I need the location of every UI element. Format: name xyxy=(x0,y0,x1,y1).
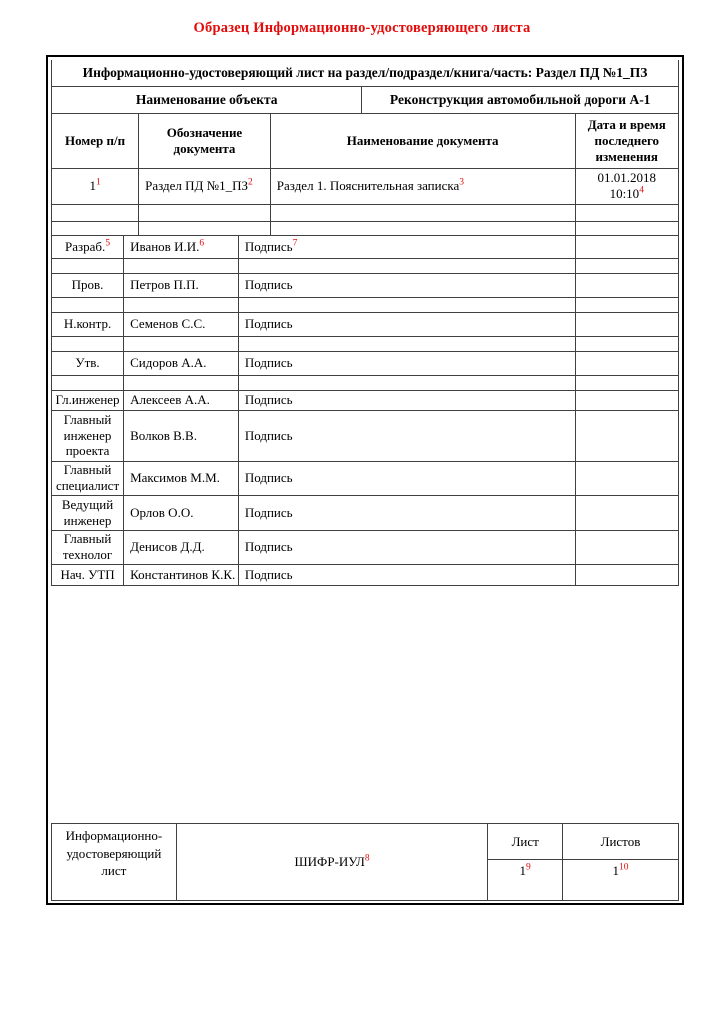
doc-name-cell xyxy=(270,169,575,205)
signature-placeholder: Подпись xyxy=(244,355,293,371)
empty-row xyxy=(52,297,679,312)
role: Главный инженер проекта xyxy=(63,412,112,459)
footnote-marker: 1 xyxy=(95,177,101,188)
person-cell xyxy=(124,236,239,259)
role: Нач. УТП xyxy=(60,566,115,582)
signature-cell xyxy=(238,236,575,259)
role: Н.контр. xyxy=(63,316,112,332)
object-table xyxy=(51,87,679,114)
signature-cell xyxy=(238,312,575,336)
signature-row xyxy=(52,236,679,259)
person-name: Петров П.П. xyxy=(130,277,199,293)
signature-row xyxy=(52,530,679,564)
empty-row xyxy=(52,258,679,273)
role-cell xyxy=(52,564,124,585)
role: Пров. xyxy=(71,277,104,293)
signature-cell xyxy=(238,495,575,530)
doc-num-cell xyxy=(52,169,139,205)
signature-placeholder: Подпись xyxy=(244,238,293,254)
col-header-date: Дата и время последнего изменения xyxy=(575,114,678,169)
section-caption: Информационно-удостоверяющий лист на раздел/подраздел/книга/часть: Раздел ПД №1_ПЗ xyxy=(52,60,679,87)
cipher: ШИФР-ИУЛ xyxy=(294,854,365,869)
role: Ведущий инженер xyxy=(61,496,114,528)
col-header-num: Номер п/п xyxy=(52,114,139,169)
footnote-marker: 8 xyxy=(364,853,370,864)
empty-row xyxy=(52,204,679,221)
column-header-row xyxy=(52,114,679,169)
person-name: Константинов К.К. xyxy=(130,566,236,582)
doc-date-cell xyxy=(575,169,678,205)
person-name: Орлов О.О. xyxy=(130,504,194,520)
role-cell xyxy=(52,312,124,336)
role: Утв. xyxy=(75,355,100,371)
date-empty-cell xyxy=(576,312,679,336)
footnote-marker: 7 xyxy=(292,238,298,249)
person-cell xyxy=(124,530,239,564)
role: Разраб. xyxy=(65,238,106,254)
signature-placeholder: Подпись xyxy=(244,504,293,520)
doc-date: 01.01.2018 xyxy=(597,170,656,185)
role-cell xyxy=(52,273,124,297)
signature-placeholder: Подпись xyxy=(244,566,293,582)
signature-placeholder: Подпись xyxy=(244,427,293,443)
signature-row xyxy=(52,410,679,461)
person-cell xyxy=(124,273,239,297)
person-cell xyxy=(124,564,239,585)
signature-placeholder: Подпись xyxy=(244,316,293,332)
person-name: Максимов М.М. xyxy=(130,470,220,486)
sheet-number-cell xyxy=(488,860,563,901)
footnote-marker: 10 xyxy=(618,862,629,873)
empty-row xyxy=(52,221,679,235)
signature-cell xyxy=(238,564,575,585)
footnote-marker: 9 xyxy=(526,862,531,873)
person-name: Волков В.В. xyxy=(130,427,197,443)
signature-placeholder: Подпись xyxy=(244,392,293,408)
doc-name: Раздел 1. Пояснительная записка xyxy=(276,178,460,194)
doc-designation-cell xyxy=(139,169,271,205)
signature-placeholder: Подпись xyxy=(244,539,293,555)
person-cell xyxy=(124,351,239,375)
signature-placeholder: Подпись xyxy=(244,277,293,293)
sheet-label: Лист xyxy=(488,824,563,860)
doc-designation: Раздел ПД №1_ПЗ xyxy=(145,178,248,194)
document-row xyxy=(52,169,679,205)
signature-cell xyxy=(238,461,575,495)
date-empty-cell xyxy=(576,564,679,585)
signature-cell xyxy=(238,530,575,564)
date-empty-cell xyxy=(576,495,679,530)
footnote-marker: 6 xyxy=(199,238,205,249)
empty-area xyxy=(51,586,679,824)
object-row xyxy=(52,87,679,114)
date-empty-cell xyxy=(576,390,679,410)
sheets-total-cell xyxy=(562,860,678,901)
footer-cipher-cell xyxy=(176,824,488,901)
person-cell xyxy=(124,312,239,336)
date-empty-cell xyxy=(576,530,679,564)
section-caption-table xyxy=(51,60,679,87)
person-cell xyxy=(124,461,239,495)
caption-row xyxy=(52,60,679,87)
role: Главный технолог xyxy=(62,531,113,562)
role-cell xyxy=(52,530,124,564)
empty-row xyxy=(52,375,679,390)
person-name: Алексеев А.А. xyxy=(130,392,210,408)
footnote-marker: 2 xyxy=(247,177,253,188)
signature-row xyxy=(52,390,679,410)
role-cell xyxy=(52,236,124,259)
person-name: Семенов С.С. xyxy=(130,316,206,332)
footnote-marker: 5 xyxy=(105,238,111,249)
signatures-table xyxy=(51,236,679,586)
footnote-marker: 3 xyxy=(459,177,465,188)
signature-row xyxy=(52,461,679,495)
signature-cell xyxy=(238,351,575,375)
page-title: Образец Информационно-удостоверяющего листа xyxy=(193,20,531,36)
signature-row xyxy=(52,273,679,297)
footnote-marker: 4 xyxy=(639,185,644,196)
role-cell xyxy=(52,351,124,375)
footer-stamp-table xyxy=(51,823,679,901)
person-cell xyxy=(124,495,239,530)
footer-header-row xyxy=(52,824,679,860)
role: Главный специалист xyxy=(55,462,120,493)
date-empty-cell xyxy=(576,410,679,461)
doc-time: 10:10 xyxy=(609,186,640,202)
signature-cell xyxy=(238,273,575,297)
role-cell xyxy=(52,461,124,495)
footer-doc-type: Информационно-удостоверяющий лист xyxy=(52,824,177,901)
signature-cell xyxy=(238,390,575,410)
date-empty-cell xyxy=(576,236,679,259)
object-value: Реконструкция автомобильной дороги А-1 xyxy=(362,87,679,114)
date-empty-cell xyxy=(576,461,679,495)
signature-row xyxy=(52,495,679,530)
person-name: Сидоров А.А. xyxy=(130,355,207,371)
col-header-doc-name: Наименование документа xyxy=(270,114,575,169)
empty-row xyxy=(52,336,679,351)
object-label: Наименование объекта xyxy=(52,87,362,114)
role-cell xyxy=(52,410,124,461)
signature-row xyxy=(52,564,679,585)
iul-form-sheet xyxy=(46,55,684,905)
sheets-label: Листов xyxy=(562,824,678,860)
role-cell xyxy=(52,390,124,410)
doc-time-line xyxy=(577,186,677,202)
signature-cell xyxy=(238,410,575,461)
signature-placeholder: Подпись xyxy=(244,470,293,486)
role: Гл.инженер xyxy=(55,392,120,408)
document-list-table xyxy=(51,114,679,236)
sheets-total: 1 xyxy=(612,863,619,878)
date-empty-cell xyxy=(576,351,679,375)
sheet-number: 1 xyxy=(519,863,527,878)
date-empty-cell xyxy=(576,273,679,297)
person-cell xyxy=(124,390,239,410)
signature-row xyxy=(52,351,679,375)
col-header-designation: Обозначение документа xyxy=(139,114,271,169)
role-cell xyxy=(52,495,124,530)
person-name: Иванов И.И. xyxy=(130,238,200,254)
signature-row xyxy=(52,312,679,336)
doc-num: 1 xyxy=(89,178,96,194)
person-name: Денисов Д.Д. xyxy=(130,539,205,555)
person-cell xyxy=(124,410,239,461)
